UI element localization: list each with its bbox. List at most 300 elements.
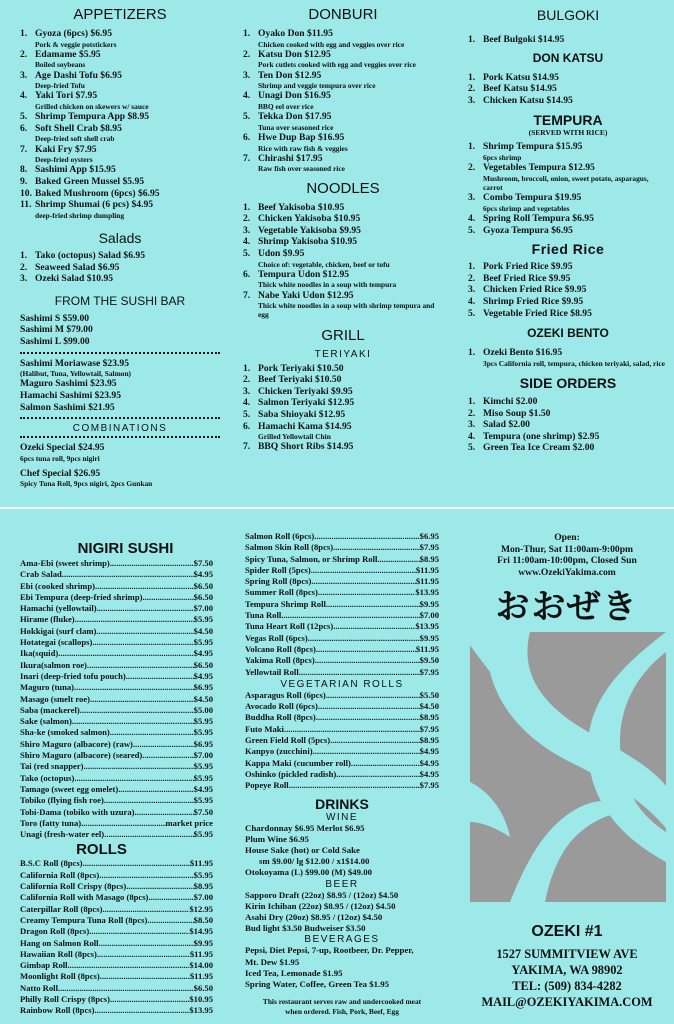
nigiri-item bbox=[20, 603, 213, 614]
beverage-line: Iced Tea, Lemonade $1.95 bbox=[245, 967, 343, 978]
sushi-bar-list bbox=[20, 313, 220, 348]
item-description: Grilled Yellowtail Chin bbox=[258, 432, 331, 442]
item-price: $4.95 bbox=[419, 768, 439, 779]
dot-leader bbox=[83, 858, 190, 869]
item-number: 7. bbox=[243, 441, 251, 453]
dot-leader bbox=[97, 603, 194, 614]
item-number: 5. bbox=[468, 224, 476, 236]
roll-item bbox=[20, 858, 213, 869]
beverage-line: Mt. Dew $1.95 bbox=[245, 956, 300, 967]
item-name: Ozeki Salad $10.95 bbox=[35, 273, 114, 285]
item-name: Hang on Salmon Roll bbox=[20, 937, 99, 948]
item-number: 4. bbox=[468, 212, 476, 224]
nigiri-item bbox=[20, 750, 213, 761]
dot-leader bbox=[72, 716, 194, 727]
nigiri-item bbox=[20, 818, 213, 829]
item-price: $4.95 bbox=[193, 569, 213, 580]
roll-item bbox=[245, 531, 439, 542]
item-description: deep-fried shrimp dumpling bbox=[35, 210, 125, 220]
restaurant-name: OZEKI #1 bbox=[531, 923, 603, 940]
nigiri-item bbox=[20, 671, 213, 682]
item-price: $14.00 bbox=[189, 960, 213, 971]
item-name: Salmon Roll (6pcs) bbox=[245, 531, 315, 541]
item-name: Beef Fried Rice $9.95 bbox=[483, 272, 571, 284]
donburi-item bbox=[243, 90, 443, 111]
roll-item bbox=[245, 554, 439, 565]
item-number: 2. bbox=[20, 261, 28, 273]
wine-line: Otokoyama (L) $99.00 (M) $49.00 bbox=[245, 867, 373, 878]
item-price: $9.95 bbox=[419, 598, 439, 609]
bulgoki-column bbox=[468, 6, 668, 454]
item-name: Green Tea Ice Cream $2.00 bbox=[483, 442, 595, 454]
item-name: Age Dashi Tofu $6.95 bbox=[35, 69, 122, 81]
item-price: $7.00 bbox=[193, 603, 213, 614]
item-price: $5.95 bbox=[193, 829, 213, 840]
nigiri-item bbox=[20, 727, 213, 738]
veg-roll-item bbox=[245, 701, 439, 712]
donburi-list bbox=[243, 28, 443, 174]
item-price: $4.95 bbox=[419, 757, 439, 768]
item-price: $7.95 bbox=[419, 780, 439, 791]
item-name: Sashimi M $79.00 bbox=[20, 324, 93, 336]
item-name: Sake (salmon) bbox=[20, 716, 72, 727]
katsu-item bbox=[468, 72, 668, 84]
item-name: Tako (octopus) Salad $6.95 bbox=[35, 249, 145, 261]
item-name: Pork Katsu $14.95 bbox=[483, 71, 559, 83]
grill-list bbox=[243, 363, 443, 453]
dot-leader bbox=[311, 565, 416, 576]
appetizer-item bbox=[20, 123, 220, 144]
item-name: Chef Special $26.95 bbox=[20, 467, 101, 479]
veg-roll-item bbox=[245, 769, 439, 780]
item-number: 3. bbox=[243, 385, 251, 397]
dot-leader bbox=[318, 587, 415, 598]
rolls-list-continued bbox=[245, 531, 439, 678]
roll-item bbox=[20, 994, 213, 1005]
item-price: $11.95 bbox=[189, 858, 213, 869]
dot-leader bbox=[84, 761, 194, 772]
dot-leader bbox=[284, 724, 420, 735]
dot-leader bbox=[74, 682, 194, 693]
veg-roll-item bbox=[245, 735, 439, 746]
item-number: 3. bbox=[468, 419, 476, 431]
rolls2-column bbox=[245, 531, 439, 1016]
dot-leader bbox=[110, 558, 194, 569]
item-number: 4. bbox=[468, 295, 476, 307]
nigiri-item bbox=[20, 773, 213, 784]
nigiri-item bbox=[20, 592, 213, 603]
item-number: 5. bbox=[20, 111, 28, 123]
nigiri-item bbox=[20, 784, 213, 795]
item-name: Udon $9.95 bbox=[258, 247, 305, 259]
veg-roll-item bbox=[245, 712, 439, 723]
item-name: Gyoza (6pcs) $6.95 bbox=[35, 28, 113, 39]
item-name: Shrimp Yakisoba $10.95 bbox=[258, 236, 358, 248]
dot-leader bbox=[58, 648, 193, 659]
item-name: Vegas Roll (6pcs) bbox=[245, 632, 308, 643]
item-name: Caterpillar Roll (8pcs) bbox=[20, 903, 103, 914]
dot-leader bbox=[126, 671, 194, 682]
dot-leader bbox=[92, 637, 193, 648]
item-number: 2. bbox=[243, 213, 251, 225]
item-price: $6.95 bbox=[193, 738, 213, 749]
appetizer-item bbox=[20, 49, 220, 70]
sashimi-item bbox=[20, 390, 220, 402]
roll-item bbox=[20, 983, 213, 994]
dot-leader bbox=[68, 960, 190, 971]
item-name: Green Field Roll (5pcs) bbox=[245, 735, 331, 746]
beer-line: Kirin Ichiban (22oz) $8.95 / (12oz) $4.50 bbox=[245, 900, 396, 911]
item-number: 8. bbox=[20, 164, 28, 176]
item-name: Moonlight Roll (8pcs) bbox=[20, 971, 100, 982]
item-name: California Roll Crispy (8pcs) bbox=[20, 881, 127, 892]
dot-leader bbox=[316, 644, 416, 655]
item-number: 1. bbox=[468, 261, 476, 273]
item-price: $7.00 bbox=[419, 610, 439, 621]
item-name: B.S.C Roll (8pcs) bbox=[20, 858, 83, 869]
item-description: Deep-fried Tofu bbox=[35, 81, 85, 91]
noodle-item bbox=[243, 248, 443, 269]
item-name: Soft Shell Crab $8.95 bbox=[35, 122, 122, 134]
item-name: Sashimi L $99.00 bbox=[20, 335, 90, 347]
donburi-item bbox=[243, 153, 443, 174]
item-name: Salmon Teriyaki $12.95 bbox=[258, 397, 355, 409]
tempura-item bbox=[468, 141, 668, 162]
dot-leader bbox=[313, 746, 420, 757]
item-name: Chicken Teriyaki $9.95 bbox=[258, 385, 353, 397]
noodle-item bbox=[243, 236, 443, 248]
appetizer-item bbox=[20, 70, 220, 91]
item-name: Hwe Dup Bap $16.95 bbox=[258, 131, 345, 143]
roll-item bbox=[20, 892, 213, 903]
side-order-item bbox=[468, 419, 668, 431]
item-description: Grilled chicken on skewers w/ sauce bbox=[35, 101, 149, 111]
item-number: 4. bbox=[243, 90, 251, 102]
item-number: 5. bbox=[243, 247, 251, 259]
dot-leader bbox=[90, 694, 194, 705]
item-number: 5. bbox=[468, 442, 476, 454]
dot-leader bbox=[62, 569, 194, 580]
item-price: $6.50 bbox=[193, 659, 213, 670]
item-number: 6. bbox=[243, 420, 251, 432]
item-name: Ebi (cooked shrimp) bbox=[20, 580, 95, 591]
beer-line: Asahi Dry (20oz) $8.95 / (12oz) $4.50 bbox=[245, 911, 383, 922]
sashimi-list bbox=[20, 358, 220, 414]
item-name: California Roll (8pcs) bbox=[20, 869, 100, 880]
item-name: Ozeki Special $24.95 bbox=[20, 442, 105, 454]
veg-rolls-title: VEGETARIAN ROLLS bbox=[280, 678, 404, 690]
noodles-list bbox=[243, 202, 443, 320]
nigiri-list bbox=[20, 558, 213, 840]
dot-leader bbox=[110, 994, 189, 1005]
side-order-item bbox=[468, 431, 668, 443]
bulgoki-title: BULGOKI bbox=[536, 7, 600, 23]
beverage-line: Spring Water, Coffee, Green Tea $1.95 bbox=[245, 978, 390, 989]
beer-list bbox=[245, 890, 439, 935]
item-name: Dragon Roll (8pcs) bbox=[20, 926, 90, 937]
nigiri-item bbox=[20, 660, 213, 671]
appetizer-item bbox=[20, 176, 220, 188]
item-name: Maguro (tuna) bbox=[20, 682, 75, 693]
dot-leader bbox=[126, 881, 193, 892]
item-price: $5.95 bbox=[193, 761, 213, 772]
item-name: Vegetables Tempura $12.95 bbox=[483, 162, 595, 174]
item-price: $7.95 bbox=[419, 666, 439, 677]
item-name: Yaki Tori $7.95 bbox=[35, 90, 98, 102]
item-description: Deep-fried oysters bbox=[35, 155, 93, 165]
item-description: Pork cutlets cooked with egg and veggies over rice bbox=[258, 60, 416, 70]
nigiri-item bbox=[20, 637, 213, 648]
item-description: Raw fish over seasoned rice bbox=[258, 164, 345, 174]
roll-item bbox=[20, 971, 213, 982]
item-price: $10.95 bbox=[189, 993, 213, 1004]
item-name: Tempura Shrimp Roll bbox=[245, 598, 326, 609]
nigiri-title: NIGIRI SUSHI bbox=[77, 540, 174, 557]
item-number: 1. bbox=[243, 28, 251, 39]
fried-rice-item bbox=[468, 261, 668, 273]
dot-leader bbox=[58, 983, 194, 994]
item-name: Katsu Don $12.95 bbox=[258, 48, 331, 60]
grill-item bbox=[243, 441, 443, 453]
roll-item bbox=[245, 587, 439, 598]
dot-leader bbox=[81, 818, 165, 829]
salad-item bbox=[20, 273, 220, 285]
item-price: $4.95 bbox=[193, 648, 213, 659]
item-number: 1. bbox=[243, 201, 251, 213]
nigiri-column bbox=[20, 540, 213, 1017]
roll-item bbox=[245, 542, 439, 553]
dot-leader bbox=[135, 807, 194, 818]
nigiri-item bbox=[20, 648, 213, 659]
tempura-item bbox=[468, 192, 668, 213]
roll-item bbox=[20, 904, 213, 915]
item-name: Seaweed Salad $6.95 bbox=[35, 261, 120, 273]
item-name: Kappa Maki (cucumber roll) bbox=[245, 757, 351, 768]
item-price: $6.50 bbox=[193, 591, 213, 602]
wine-line: Plum Wine $6.95 bbox=[245, 833, 309, 844]
beverage-line: Pepsi, Diet Pepsi, 7-up, Rootbeer, Dr. Pepper, bbox=[245, 945, 414, 956]
item-name: Kimchi $2.00 bbox=[483, 395, 538, 407]
item-name: Inari (deep-fried tofu pouch) bbox=[20, 670, 126, 681]
tempura-list bbox=[468, 141, 668, 236]
wine-title: WINE bbox=[325, 811, 359, 823]
sumo-brush-icon bbox=[470, 632, 666, 902]
item-name: Salmon Skin Roll (8pcs) bbox=[245, 542, 334, 553]
nigiri-item bbox=[20, 716, 213, 727]
salads-list bbox=[20, 250, 220, 285]
item-price: $6.95 bbox=[193, 682, 213, 693]
teriyaki-subtitle: TERIYAKI bbox=[314, 348, 372, 360]
tempura-item bbox=[468, 225, 668, 237]
raw-food-notice bbox=[245, 997, 439, 1016]
item-number: 4. bbox=[468, 430, 476, 442]
bulgoki-list bbox=[468, 34, 668, 46]
beer-line: Sapporo Draft (22oz) $8.95 / (12oz) $4.50 bbox=[245, 889, 399, 900]
item-name: Spider Roll (5pcs) bbox=[245, 564, 311, 575]
item-price: $6.95 bbox=[419, 531, 439, 541]
grill-item bbox=[243, 397, 443, 409]
item-number: 1. bbox=[20, 249, 28, 261]
veg-roll-item bbox=[245, 724, 439, 735]
item-number: 7. bbox=[243, 289, 251, 301]
nigiri-item bbox=[20, 705, 213, 716]
item-name: Ozeki Bento $16.95 bbox=[483, 347, 563, 359]
item-name: BBQ Short Ribs $14.95 bbox=[258, 441, 354, 453]
item-number: 1. bbox=[468, 141, 476, 153]
item-price: market price bbox=[165, 817, 213, 828]
appetizers-list bbox=[20, 28, 220, 220]
nigiri-item bbox=[20, 807, 213, 818]
appetizer-item bbox=[20, 90, 220, 111]
item-name: Baked Green Mussel $5.95 bbox=[35, 175, 145, 187]
item-number: 9. bbox=[20, 175, 28, 187]
item-name: Volcano Roll (8pcs) bbox=[245, 643, 316, 654]
item-number: 1. bbox=[20, 28, 28, 39]
noodles-title: NOODLES bbox=[306, 179, 380, 197]
side-order-item bbox=[468, 396, 668, 408]
item-name: Vegetable Fried Rice $8.95 bbox=[483, 307, 592, 319]
item-name: Pork Teriyaki $10.50 bbox=[258, 362, 344, 374]
item-name: Sha-ke (smoked salmon) bbox=[20, 727, 110, 738]
item-price: $9.95 bbox=[193, 937, 213, 948]
dot-leader bbox=[118, 784, 193, 795]
dot-leader bbox=[142, 592, 193, 603]
item-description: Rice with raw fish & veggies bbox=[258, 143, 348, 153]
item-price: $14.95 bbox=[189, 926, 213, 937]
sashimi-item bbox=[20, 358, 220, 379]
item-price: $5.95 bbox=[193, 637, 213, 648]
item-name: Oyako Don $11.95 bbox=[258, 28, 333, 39]
item-number: 5. bbox=[243, 111, 251, 123]
item-price: $9.50 bbox=[419, 655, 439, 666]
grill-item bbox=[243, 363, 443, 375]
item-price: $5.95 bbox=[193, 716, 213, 727]
dot-leader bbox=[326, 690, 420, 701]
item-number: 6. bbox=[243, 268, 251, 280]
item-name: Beef Yakisoba $10.95 bbox=[258, 201, 345, 213]
noodle-item bbox=[243, 225, 443, 237]
item-price: $5.00 bbox=[193, 704, 213, 715]
item-description: Chicken cooked with egg and veggies over rice bbox=[258, 39, 405, 49]
notice-line: when ordered. Fish, Pork, Beef, Egg bbox=[285, 1006, 399, 1016]
item-name: Hirame (fluke) bbox=[20, 614, 75, 625]
item-price: $5.95 bbox=[193, 869, 213, 880]
veg-rolls-list bbox=[245, 690, 439, 792]
drinks-title: DRINKS bbox=[315, 795, 369, 812]
item-price: $7.95 bbox=[419, 723, 439, 734]
item-price: $7.00 bbox=[193, 892, 213, 903]
item-number: 3. bbox=[468, 192, 476, 204]
item-number: 3. bbox=[243, 224, 251, 236]
item-name: Vegetable Yakisoba $9.95 bbox=[258, 224, 361, 236]
item-name: Tamago (sweet egg omelet) bbox=[20, 783, 119, 794]
grill-item bbox=[243, 374, 443, 386]
item-description: Spicy Tuna Roll, 9pcs nigiri, 2pcs Gunkan bbox=[20, 479, 153, 489]
nigiri-item bbox=[20, 569, 213, 580]
item-name: Tekka Don $17.95 bbox=[258, 111, 332, 123]
item-name: Chirashi $17.95 bbox=[258, 152, 323, 164]
sashimi-item bbox=[20, 378, 220, 390]
dot-leader bbox=[147, 915, 193, 926]
roll-item bbox=[20, 870, 213, 881]
donburi-item bbox=[243, 132, 443, 153]
dot-leader bbox=[333, 621, 415, 632]
item-name: Tobi-Dama (tobiko with uzura) bbox=[20, 806, 135, 817]
dot-leader bbox=[95, 1005, 190, 1016]
nigiri-item bbox=[20, 829, 213, 840]
bulgoki-item bbox=[468, 34, 668, 46]
beverages-list bbox=[245, 945, 439, 990]
item-price: $4.50 bbox=[193, 625, 213, 636]
roll-item bbox=[245, 667, 439, 678]
item-description: Shrimp and veggie tempura over rice bbox=[258, 81, 376, 91]
item-description: Deep-fried soft shell crab bbox=[35, 134, 115, 144]
hours-line-1: Mon-Thur, Sat 11:00am-9:00pm bbox=[500, 543, 634, 555]
noodle-item bbox=[243, 202, 443, 214]
appetizers-title: APPETIZERS bbox=[73, 6, 167, 23]
item-name: Unagi (fresh-water eel) bbox=[20, 829, 105, 840]
don-katsu-title: DON KATSU bbox=[532, 50, 604, 65]
appetizer-item bbox=[20, 111, 220, 123]
item-name: Shiro Maguro (albacore) (seared) bbox=[20, 750, 143, 761]
item-name: California Roll with Masago (8pcs) bbox=[20, 892, 149, 903]
item-number: 10. bbox=[20, 187, 32, 199]
item-number: 5. bbox=[243, 408, 251, 420]
item-price: $9.95 bbox=[419, 632, 439, 643]
item-name: Futo Maki bbox=[245, 723, 284, 734]
item-name: Masago (smelt roe) bbox=[20, 693, 91, 704]
bento-item bbox=[468, 347, 668, 368]
dot-leader bbox=[333, 542, 420, 553]
item-number: 1. bbox=[468, 395, 476, 407]
item-price: $11.95 bbox=[415, 576, 439, 587]
item-name: Sashimi App $15.95 bbox=[35, 164, 116, 176]
dot-leader bbox=[89, 926, 189, 937]
dot-leader bbox=[74, 773, 193, 784]
item-name: Combo Tempura $19.95 bbox=[483, 192, 582, 204]
item-name: Maguro Sashimi $23.95 bbox=[20, 378, 117, 390]
item-price: $13.95 bbox=[415, 621, 439, 632]
grill-title: GRILL bbox=[321, 326, 365, 344]
item-number: 2. bbox=[243, 48, 251, 60]
item-price: $8.50 bbox=[193, 914, 213, 925]
hours-line-2: Fri 11:00am-10:00pm, Closed Sun bbox=[497, 555, 637, 566]
item-name: Edamame $5.95 bbox=[35, 48, 101, 60]
item-name: Tako (octopus) bbox=[20, 772, 75, 783]
sashimi-item bbox=[20, 313, 220, 325]
roll-item bbox=[245, 621, 439, 632]
roll-item bbox=[245, 644, 439, 655]
dot-leader bbox=[104, 829, 193, 840]
roll-item bbox=[245, 655, 439, 666]
item-name: Sashimi S $59.00 bbox=[20, 312, 90, 324]
nigiri-item bbox=[20, 614, 213, 625]
item-name: Toro (fatty tuna) bbox=[20, 817, 82, 828]
dot-leader bbox=[148, 892, 193, 903]
item-name: Oshinko (pickled radish) bbox=[245, 768, 337, 779]
item-name: Miso Soup $1.50 bbox=[483, 407, 551, 419]
nigiri-item bbox=[20, 682, 213, 693]
item-name: Shrimp Tempura App $8.95 bbox=[35, 111, 150, 123]
item-price: $8.95 bbox=[419, 553, 439, 564]
ozeki-bento-list bbox=[468, 347, 668, 368]
noodle-item bbox=[243, 290, 443, 320]
nigiri-item bbox=[20, 761, 213, 772]
fried-rice-item bbox=[468, 284, 668, 296]
address-line-1: 1527 SUMMITVIEW AVE bbox=[496, 947, 638, 961]
item-name: Ika(squid) bbox=[20, 648, 59, 659]
nigiri-item bbox=[20, 694, 213, 705]
